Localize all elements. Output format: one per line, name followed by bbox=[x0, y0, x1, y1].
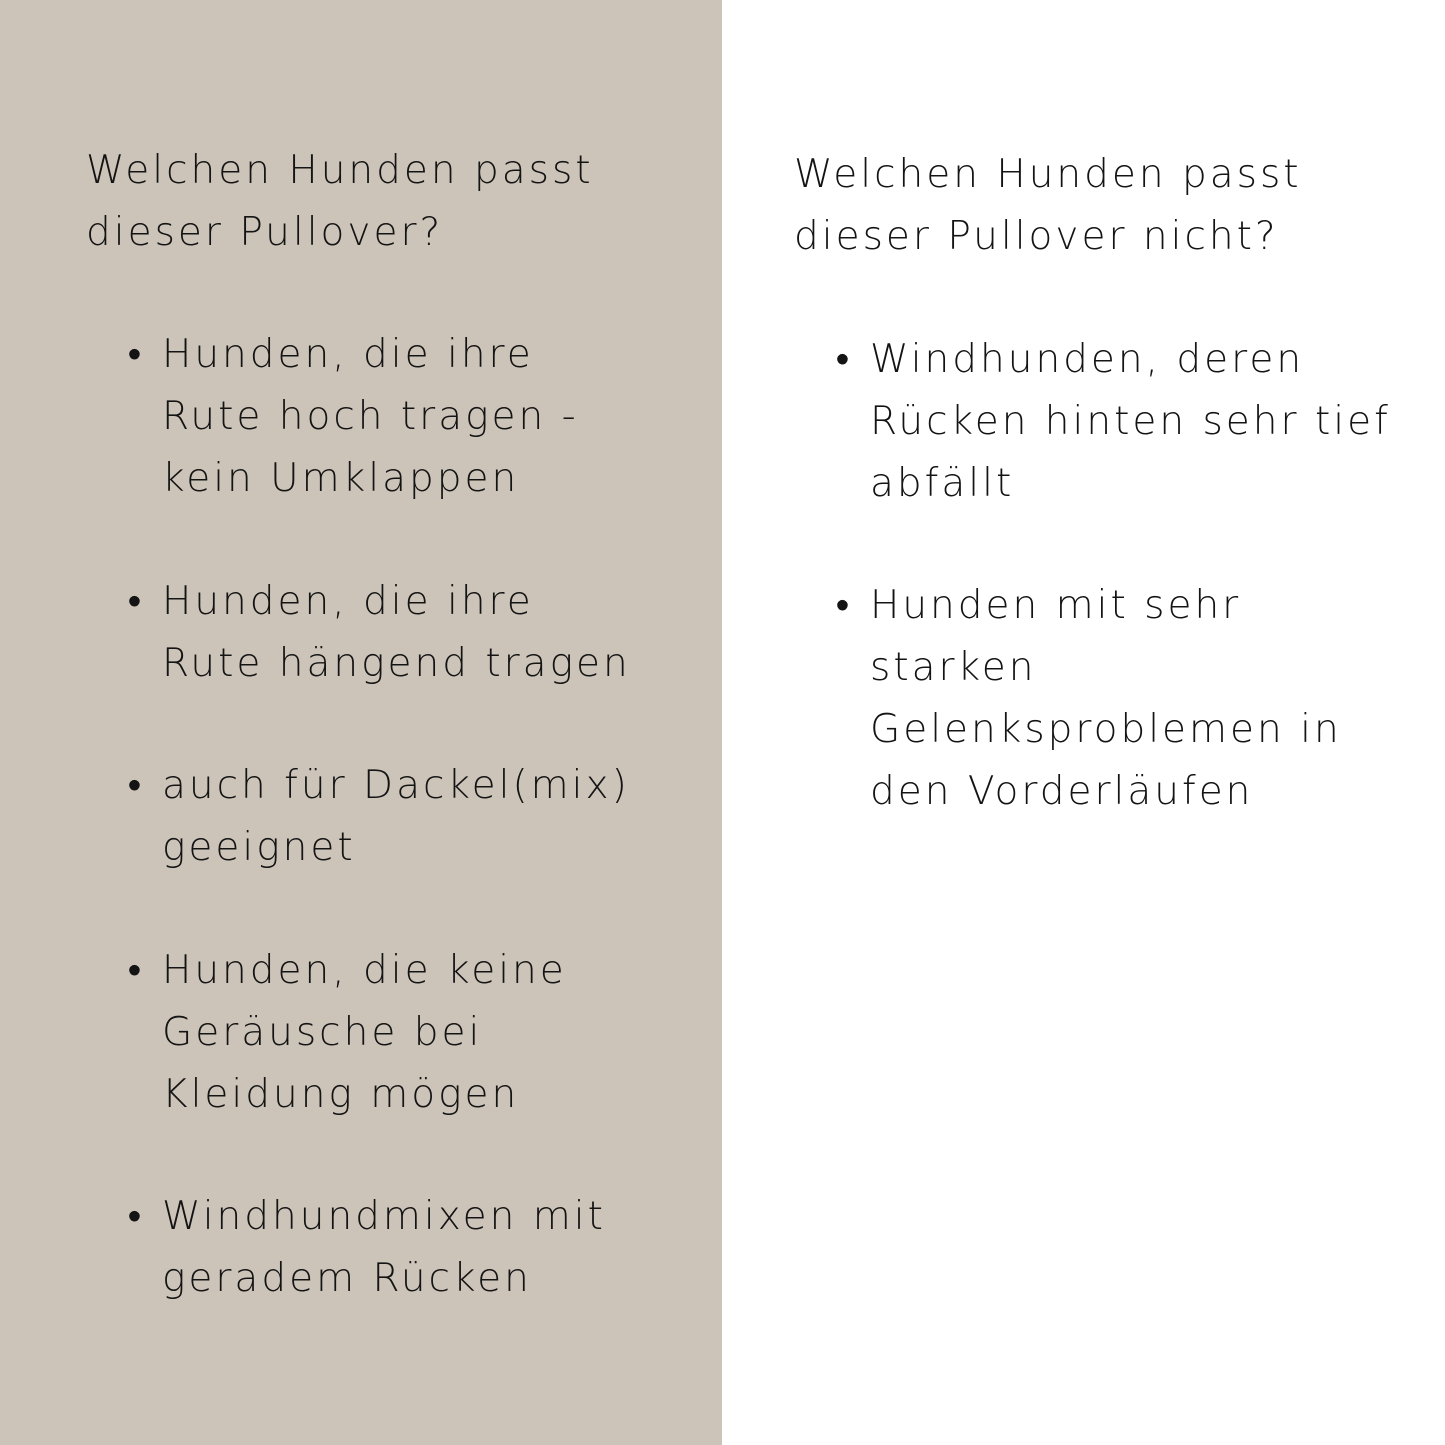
suitable-item bbox=[127, 1186, 606, 1310]
suitable-item bbox=[127, 571, 631, 695]
item-line: starken bbox=[870, 645, 1037, 690]
bullet-icon: • bbox=[127, 332, 145, 377]
item-line: kein Umklappen bbox=[162, 456, 520, 501]
bullet-icon: • bbox=[835, 337, 853, 382]
bullet-icon: • bbox=[127, 948, 145, 993]
unsuitable-panel bbox=[722, 0, 1445, 1445]
heading-line: dieser Pullover? bbox=[86, 210, 444, 255]
item-line: Hunden, die keine bbox=[162, 948, 567, 993]
item-line: Kleidung mögen bbox=[162, 1072, 520, 1117]
item-line: geradem Rücken bbox=[162, 1256, 532, 1301]
item-line: Hunden, die ihre bbox=[162, 579, 534, 624]
unsuitable-item bbox=[835, 329, 1391, 515]
item-line: den Vorderläufen bbox=[870, 769, 1254, 814]
suitable-item bbox=[127, 940, 567, 1126]
bullet-icon: • bbox=[127, 579, 145, 624]
item-line: Hunden mit sehr bbox=[870, 583, 1242, 628]
unsuitable-heading bbox=[794, 144, 1302, 268]
unsuitable-item bbox=[835, 575, 1342, 823]
item-line: Rute hoch tragen - bbox=[162, 394, 579, 439]
item-line: Geräusche bei bbox=[162, 1010, 483, 1055]
suitable-item bbox=[127, 755, 630, 879]
suitable-panel bbox=[0, 0, 722, 1445]
item-line: Gelenksproblemen in bbox=[870, 707, 1342, 752]
item-line: Windhunden, deren bbox=[870, 337, 1305, 382]
heading-line: Welchen Hunden passt bbox=[86, 148, 594, 193]
item-line: Rute hängend tragen bbox=[162, 641, 631, 686]
heading-line: dieser Pullover nicht? bbox=[794, 214, 1279, 259]
item-line: geeignet bbox=[162, 825, 356, 870]
suitable-heading bbox=[86, 140, 594, 264]
bullet-icon: • bbox=[835, 583, 853, 628]
bullet-icon: • bbox=[127, 1194, 145, 1239]
item-line: Hunden, die ihre bbox=[162, 332, 534, 377]
suitable-item bbox=[127, 324, 579, 510]
item-line: Rücken hinten sehr tief bbox=[870, 399, 1391, 444]
bullet-icon: • bbox=[127, 763, 145, 808]
item-line: Windhundmixen mit bbox=[162, 1194, 606, 1239]
item-line: auch für Dackel(mix) bbox=[162, 763, 630, 808]
item-line: abfällt bbox=[870, 461, 1015, 506]
heading-line: Welchen Hunden passt bbox=[794, 152, 1302, 197]
